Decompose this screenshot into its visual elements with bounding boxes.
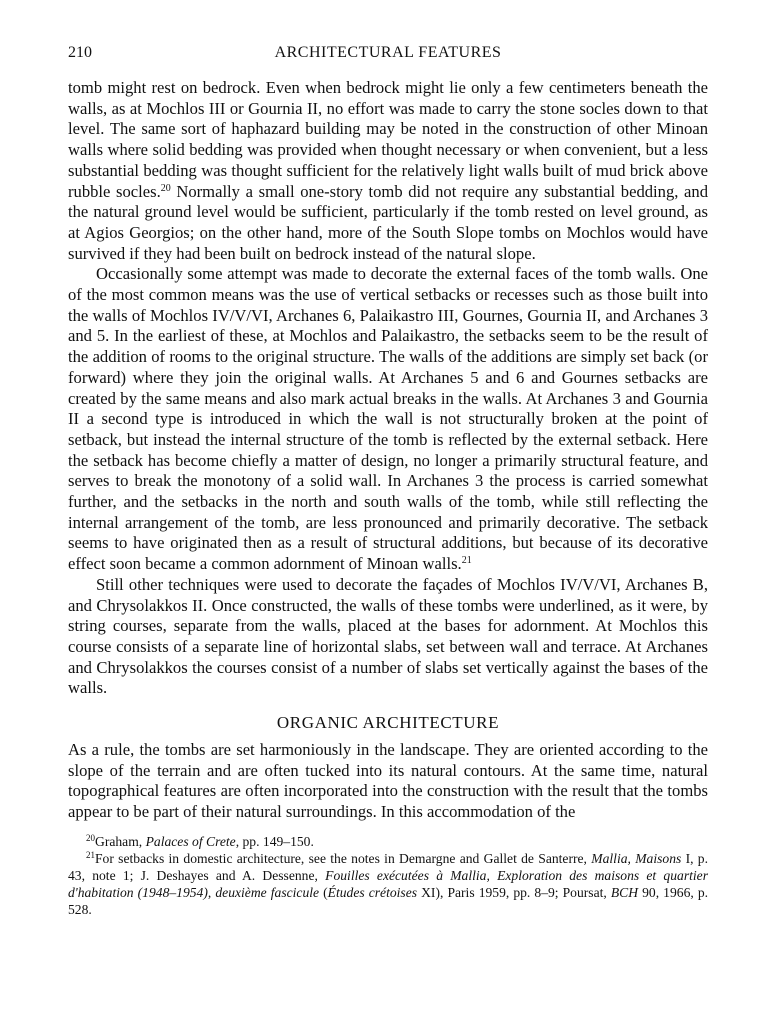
body-text [68, 78, 708, 823]
section-heading: ORGANIC ARCHITECTURE [276, 713, 500, 733]
paragraph: As a rule, the tombs are set harmoniously in the landscape. They are oriented according to the slope of the terrain and are often tucked into its natural contours. At the same time, natural topographical features are often incorporated into the construction with the result that the tombs appear to be part of their natural surroundings. In this accommodation of the [68, 739, 708, 821]
footnotes [68, 833, 708, 919]
paragraph: Still other techniques were used to decorate the façades of Mochlos IV/V/VI, Archanes B, and Chrysolakkos II. Once constructed, the walls of these tombs were underlined, as it were, by string courses, separate from the walls, placed at the bases for adornment. At Mochlos this course consists of a separate line of horizontal slabs, set between wall and terrace. At Archanes and Chrysolakkos the courses consist of a number of slabs set vertically against the bases of the walls. [68, 574, 708, 698]
footnote-number: 20 [86, 832, 95, 843]
footnote-number: 21 [86, 849, 95, 860]
footnote-ref[interactable]: 21 [461, 555, 472, 567]
footnote: $^{20}$Graham, Palaces of Crete, pp. 149–150. [86, 832, 314, 849]
paragraph: tomb might rest on bedrock. Even when bedrock might lie only a few centimeters beneath the walls, as at Mochlos III or Gournia II, no effort was made to carry the stone socles down to that level. The same sort of haphazard building may be noted in the construction of other Minoan walls where solid bedding was provided when thought necessary or when convenient, but a less substantial bedding was thought sufficient for the relatively light walls built of mud brick above rubble socles.$^{20}$ Normally a small one-story tomb did not require any substantial bedding, and the natural ground level would be sufficient, particularly if the tomb rested on level ground, as at Agios Georgios; on the other hand, more of the South Slope tombs on Mochlos would have survived if they had been built on bedrock instead of the natural slope. [68, 78, 708, 263]
footnote-ref[interactable]: 20 [160, 182, 171, 194]
page-number: 210 [68, 44, 92, 61]
paragraph: Occasionally some attempt was made to decorate the external faces of the tomb walls. One of the most common means was the use of vertical setbacks or recesses such as those built into the walls of Mochlos IV/V/VI, Archanes 6, Palaikastro III, Gournes, Gournia II, and Archanes 3 and 5. In the earliest of these, at Mochlos and Palaikastro, the setbacks seem to be the result of the addition of rooms to the original structure. The walls of the additions are simply set back (or forward) where they join the original walls. At Archanes 5 and 6 and Gournes setbacks are created by the same means and also mark actual breaks in the walls. At Archanes 3 and Gournia II a second type is introduced in which the wall is not structurally broken at the point of setback, but instead the internal structure of the tomb is reflected by the external setback. Here the setback has become chiefly a matter of design, no longer a primarily structural feature, and serves to break the monotony of a solid wall. In Archanes 3 the process is carried somewhat further, and the setbacks in the north and south walls of the tomb, while still reflecting the internal arrangement of the tomb, are less pronounced and primarily decorative. The setback seems to have originated then as a result of structural additions, but because of its decorative effect soon became a common adornment of Minoan walls.$^{21}$ [68, 264, 708, 574]
page-header [68, 44, 708, 70]
page [68, 44, 708, 919]
footnote: $^{21}$For setbacks in domestic architecture, see the notes in Demargne and Gallet de Santerre, Mallia, Maisons I, p. 43, note 1; J. Deshayes and A. Dessenne, Fouilles exécutées à Mallia, Exploration des maisons et quartier d'habitation (1948–1954), deuxième fascicule (Études crétoises XI), Paris 1959, pp. 8–9; Poursat, BCH 90, 1966, p. 528. [68, 849, 709, 918]
running-head: ARCHITECTURAL FEATURES [274, 44, 502, 61]
